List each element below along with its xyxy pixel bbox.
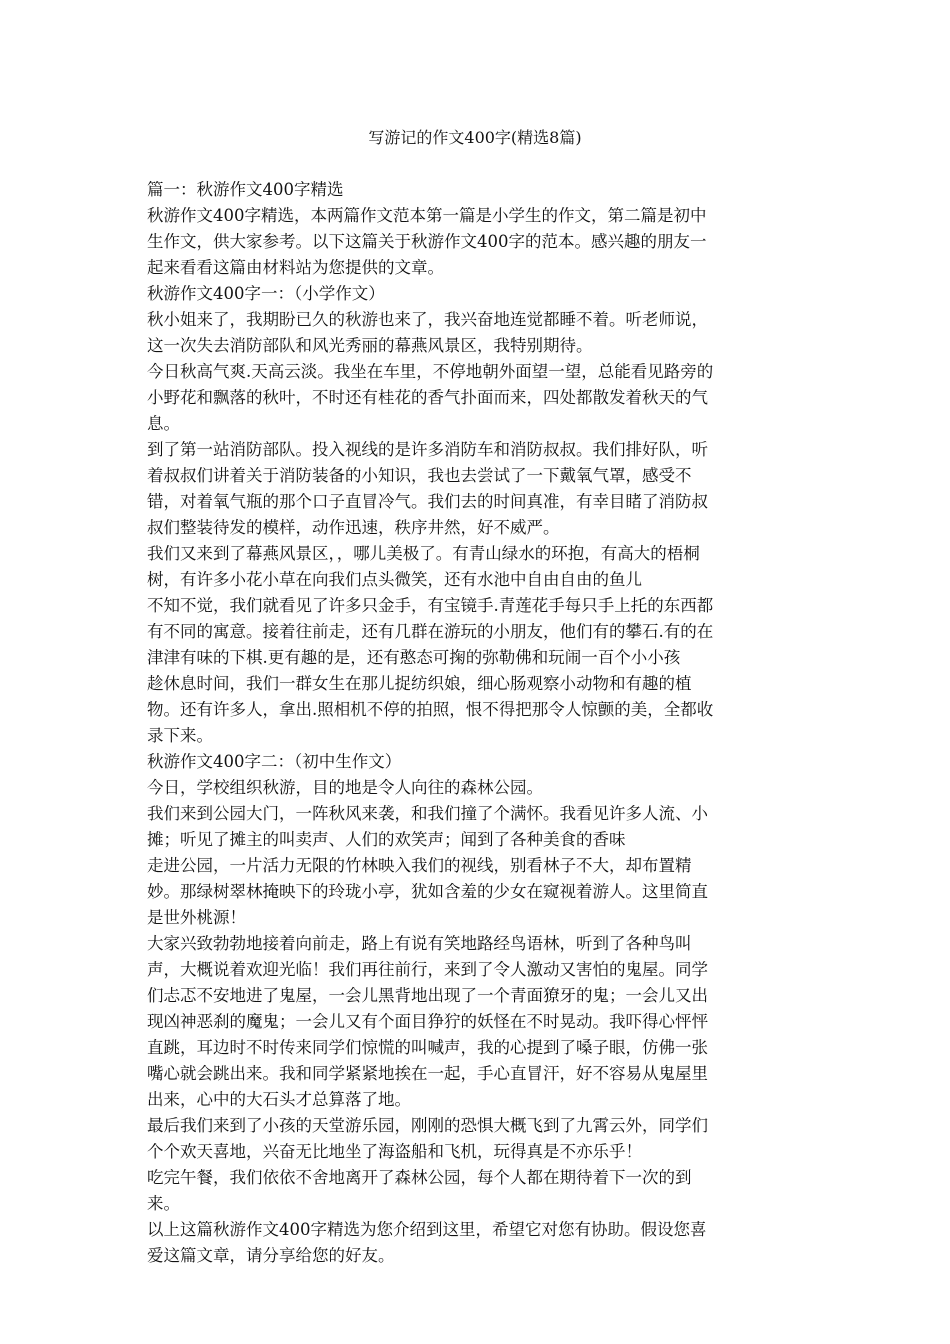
text-line: 直跳，耳边时不时传来同学们惊慌的叫喊声，我的心提到了嗓子眼，仿佛一张 — [147, 1038, 708, 1057]
text-line: 叔们整装待发的模样，动作迅速，秩序井然，好不威严。 — [147, 518, 560, 537]
text-line: 我们又来到了幕燕风景区，，哪儿美极了。有青山绿水的环抱，有高大的梧桐 — [147, 544, 700, 563]
text-line: 秋游作文400字一：（小学作文） — [147, 284, 385, 303]
text-line: 到了第一站消防部队。投入视线的是许多消防车和消防叔叔。我们排好队，听 — [147, 440, 708, 459]
text-line: 妙。那绿树翠林掩映下的玲珑小亭，犹如含羞的少女在窥视着游人。这里简直 — [147, 882, 708, 901]
document-body — [147, 177, 803, 1269]
text-line: 现凶神恶刹的魔鬼；一会儿又有个面目狰狞的妖怪在不时晃动。我吓得心怦怦 — [147, 1012, 708, 1031]
text-line: 走进公园，一片活力无限的竹林映入我们的视线，别看林子不大，却布置精 — [147, 856, 692, 875]
text-line: 大家兴致勃勃地接着向前走，路上有说有笑地路经鸟语林，听到了各种鸟叫 — [147, 934, 692, 953]
text-line: 个个欢天喜地，兴奋无比地坐了海盗船和飞机，玩得真是不亦乐乎！ — [147, 1142, 642, 1161]
text-line: 今日，学校组织秋游，目的地是令人向往的森林公园。 — [147, 778, 543, 797]
text-line: 吃完午餐，我们依依不舍地离开了森林公园，每个人都在期待着下一次的到 — [147, 1168, 692, 1187]
text-line: 摊；听见了摊主的叫卖声、人们的欢笑声；闻到了各种美食的香味 — [147, 830, 626, 849]
text-line: 物。还有许多人，拿出.照相机不停的拍照，恨不得把那令人惊颤的美，全都收 — [147, 700, 714, 719]
text-line: 生作文，供大家参考。以下这篇关于秋游作文400字的范本。感兴趣的朋友一 — [147, 232, 707, 251]
text-line: 津津有味的下棋.更有趣的是，还有憨态可掬的弥勒佛和玩闹一百个小小孩 — [147, 648, 681, 667]
text-line: 声，大概说着欢迎光临！我们再往前行，来到了令人激动又害怕的鬼屋。同学 — [147, 960, 708, 979]
text-line: 们忐忑不安地进了鬼屋，一会儿黑背地出现了一个青面獠牙的鬼；一会儿又出 — [147, 986, 708, 1005]
text-line: 趁休息时间，我们一群女生在那儿捉纺织娘，细心肠观察小动物和有趣的植 — [147, 674, 692, 693]
text-line: 录下来。 — [147, 726, 213, 745]
text-line: 着叔叔们讲着关于消防装备的小知识，我也去尝试了一下戴氧气罩，感受不 — [147, 466, 692, 485]
text-line: 以上这篇秋游作文400字精选为您介绍到这里，希望它对您有协助。假设您喜 — [147, 1220, 707, 1239]
text-line: 有不同的寓意。接着往前走，还有几群在游玩的小朋友，他们有的攀石.有的在 — [147, 622, 714, 641]
text-line: 出来，心中的大石头才总算落了地。 — [147, 1090, 411, 1109]
text-line: 最后我们来到了小孩的天堂游乐园，刚刚的恐惧大概飞到了九霄云外，同学们 — [147, 1116, 708, 1135]
text-line: 是世外桃源！ — [147, 908, 246, 927]
text-line: 起来看看这篇由材料站为您提供的文章。 — [147, 258, 444, 277]
text-line: 秋游作文400字二：（初中生作文） — [147, 752, 402, 771]
text-line: 错，对着氧气瓶的那个口子直冒冷气。我们去的时间真准，有幸目睹了消防叔 — [147, 492, 708, 511]
text-line: 秋小姐来了，我期盼已久的秋游也来了，我兴奋地连觉都睡不着。听老师说， — [147, 310, 708, 329]
text-line: 嘴心就会跳出来。我和同学紧紧地挨在一起，手心直冒汗，好不容易从鬼屋里 — [147, 1064, 708, 1083]
text-line: 小野花和飘落的秋叶，不时还有桂花的香气扑面而来，四处都散发着秋天的气 — [147, 388, 708, 407]
text-line: 来。 — [147, 1194, 180, 1213]
text-line: 篇一：秋游作文400字精选 — [147, 180, 344, 199]
text-line: 树，有许多小花小草在向我们点头微笑，还有水池中自由自由的鱼儿 — [147, 570, 642, 589]
text-line: 爱这篇文章，请分享给您的好友。 — [147, 1246, 395, 1265]
text-line: 不知不觉，我们就看见了许多只金手，有宝镜手.青莲花手每只手上托的东西都 — [147, 596, 714, 615]
text-line: 今日秋高气爽.天高云淡。我坐在车里，不停地朝外面望一望，总能看见路旁的 — [147, 362, 714, 381]
text-line: 我们来到公园大门，一阵秋风来袭，和我们撞了个满怀。我看见许多人流、小 — [147, 804, 708, 823]
document-title: 写游记的作文400字(精选8篇) — [368, 128, 582, 147]
text-line: 这一次失去消防部队和风光秀丽的幕燕风景区，我特别期待。 — [147, 336, 593, 355]
text-line: 秋游作文400字精选，本两篇作文范本第一篇是小学生的作文，第二篇是初中 — [147, 206, 707, 225]
text-line: 息。 — [147, 414, 180, 433]
